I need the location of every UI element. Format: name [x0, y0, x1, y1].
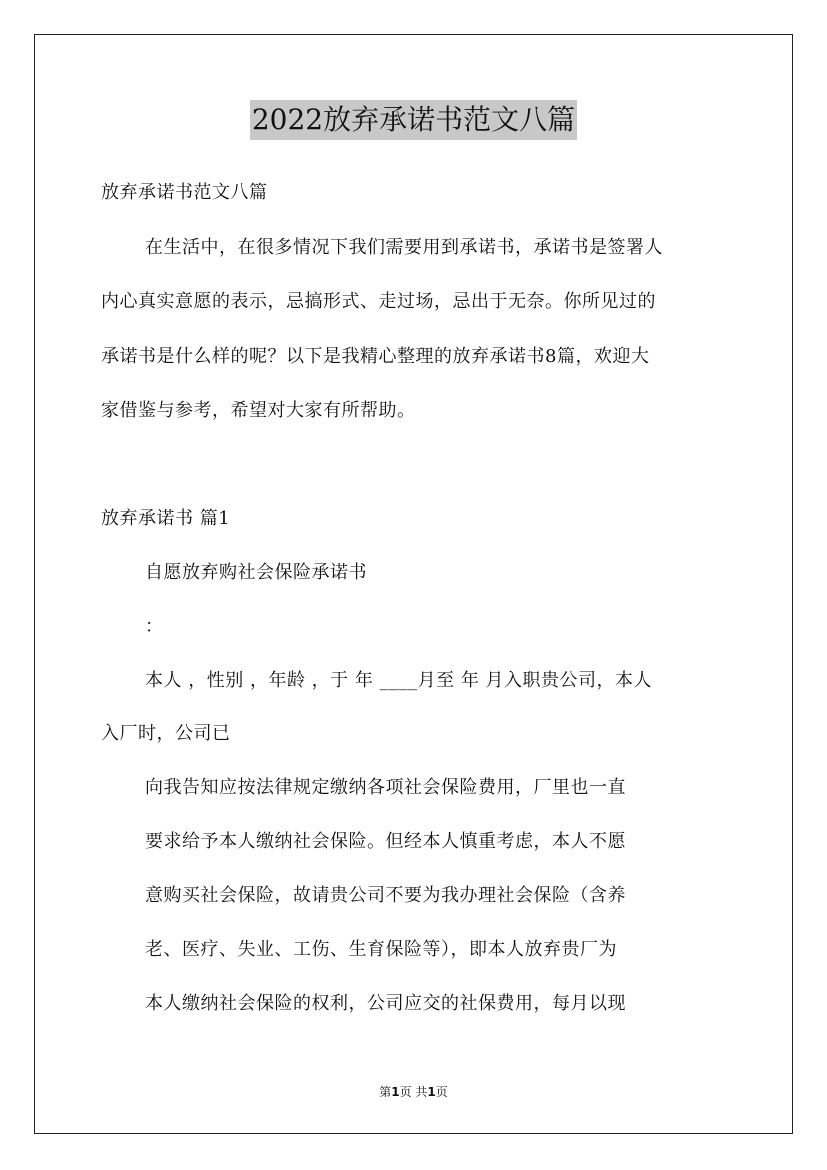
body-line-2: 入厂时，公司已 [101, 723, 231, 744]
page-footer [0, 1084, 827, 1100]
salutation: ： [145, 616, 164, 637]
body-para-line-3: 意购买社会保险，故请贵公司不要为我办理社会保险（含养 [145, 885, 626, 906]
body-line-1: 本人 ，性别 ，年龄 ，于 年 ____月至 年 月入职贵公司，本人 [145, 670, 653, 691]
body-para-line-1: 向我告知应按法律规定缴纳各项社会保险费用，厂里也一直 [145, 777, 626, 798]
body-para-line-2: 要求给予本人缴纳社会保险。但经本人慎重考虑，本人不愿 [145, 831, 626, 852]
intro-line-1: 在生活中，在很多情况下我们需要用到承诺书，承诺书是签署人 [145, 237, 663, 258]
footer-mid: 页 共 [399, 1085, 428, 1099]
body-para-line-5: 本人缴纳社会保险的权利，公司应交的社保费用，每月以现 [145, 993, 626, 1014]
title-container [0, 100, 827, 140]
section-heading: 放弃承诺书 篇1 [101, 508, 231, 529]
document-subtitle: 放弃承诺书范文八篇 [101, 182, 268, 203]
intro-line-2: 内心真实意愿的表示，忌搞形式、走过场，忌出于无奈。你所见过的 [101, 291, 656, 312]
intro-line-4: 家借鉴与参考，希望对大家有所帮助。 [101, 400, 416, 421]
footer-current-page: 1 [391, 1085, 400, 1099]
footer-suffix: 页 [435, 1085, 448, 1099]
letter-title: 自愿放弃购社会保险承诺书 [145, 562, 367, 583]
footer-prefix: 第 [379, 1085, 392, 1099]
footer-total-pages: 1 [427, 1085, 436, 1099]
body-para-line-4: 老、医疗、失业、工伤、生育保险等），即本人放弃贵厂为 [145, 939, 617, 960]
document-title: 2022放弃承诺书范文八篇 [250, 100, 577, 140]
intro-line-3: 承诺书是什么样的呢？以下是我精心整理的放弃承诺书8篇，欢迎大 [101, 346, 650, 367]
